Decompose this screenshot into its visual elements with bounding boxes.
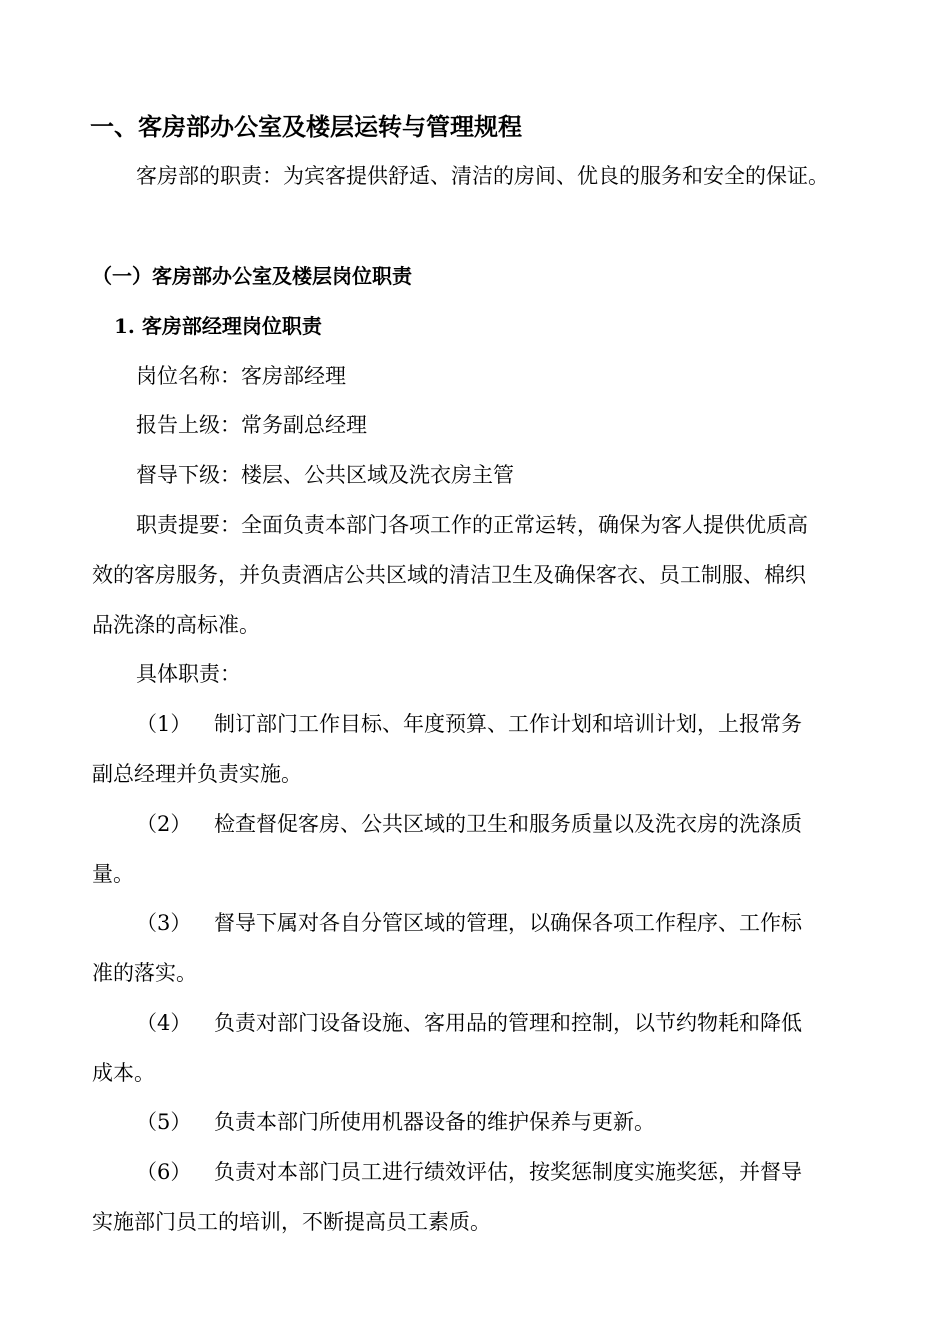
duty-text: 制订部门工作目标、年度预算、工作计划和培训计划，上报常务 — [214, 712, 802, 736]
duties-label: 具体职责： — [136, 662, 241, 686]
duty-continuation: 准的落实。 — [92, 961, 197, 985]
duty-text: 负责对本部门员工进行绩效评估，按奖惩制度实施奖惩，并督导 — [214, 1160, 802, 1184]
summary-line: 效的客房服务，并负责酒店公共区域的清洁卫生及确保客衣、员工制服、棉织 — [92, 563, 806, 587]
duty-number: （6） — [136, 1160, 192, 1184]
duty-item — [136, 810, 802, 838]
duty-number: （5） — [136, 1110, 192, 1134]
duty-item — [136, 1108, 655, 1136]
report-to: 报告上级：常务副总经理 — [136, 413, 367, 437]
duty-continuation: 实施部门员工的培训，不断提高员工素质。 — [92, 1210, 491, 1234]
duty-item — [136, 1158, 802, 1186]
duty-continuation: 成本。 — [92, 1061, 155, 1085]
duty-number: （4） — [136, 1011, 192, 1035]
duty-text: 负责对部门设备设施、客用品的管理和控制，以节约物耗和降低 — [214, 1011, 802, 1035]
post-name: 岗位名称：客房部经理 — [136, 364, 346, 388]
duty-text: 督导下属对各自分管区域的管理，以确保各项工作程序、工作标 — [214, 911, 802, 935]
duty-text: 检查督促客房、公共区域的卫生和服务质量以及洗衣房的洗涤质 — [214, 812, 802, 836]
duty-text: 负责本部门所使用机器设备的维护保养与更新。 — [214, 1110, 655, 1134]
duty-number: （2） — [136, 812, 192, 836]
sub-heading: 1. 客房部经理岗位职责 — [114, 314, 322, 338]
supervise: 督导下级：楼层、公共区域及洗衣房主管 — [136, 463, 514, 487]
intro-paragraph: 客房部的职责：为宾客提供舒适、清洁的房间、优良的服务和安全的保证。 — [136, 164, 829, 188]
document-title: 一、客房部办公室及楼层运转与管理规程 — [90, 112, 522, 141]
summary-line: 职责提要：全面负责本部门各项工作的正常运转，确保为客人提供优质高 — [136, 513, 808, 537]
duty-item — [136, 1009, 802, 1037]
duty-item — [136, 710, 802, 738]
duty-number: （1） — [136, 712, 192, 736]
duty-continuation: 量。 — [92, 862, 134, 886]
duty-number: （3） — [136, 911, 192, 935]
summary-line: 品洗涤的高标准。 — [92, 613, 260, 637]
section-heading: （一）客房部办公室及楼层岗位职责 — [92, 264, 412, 288]
duty-continuation: 副总经理并负责实施。 — [92, 762, 302, 786]
duty-item — [136, 909, 802, 937]
